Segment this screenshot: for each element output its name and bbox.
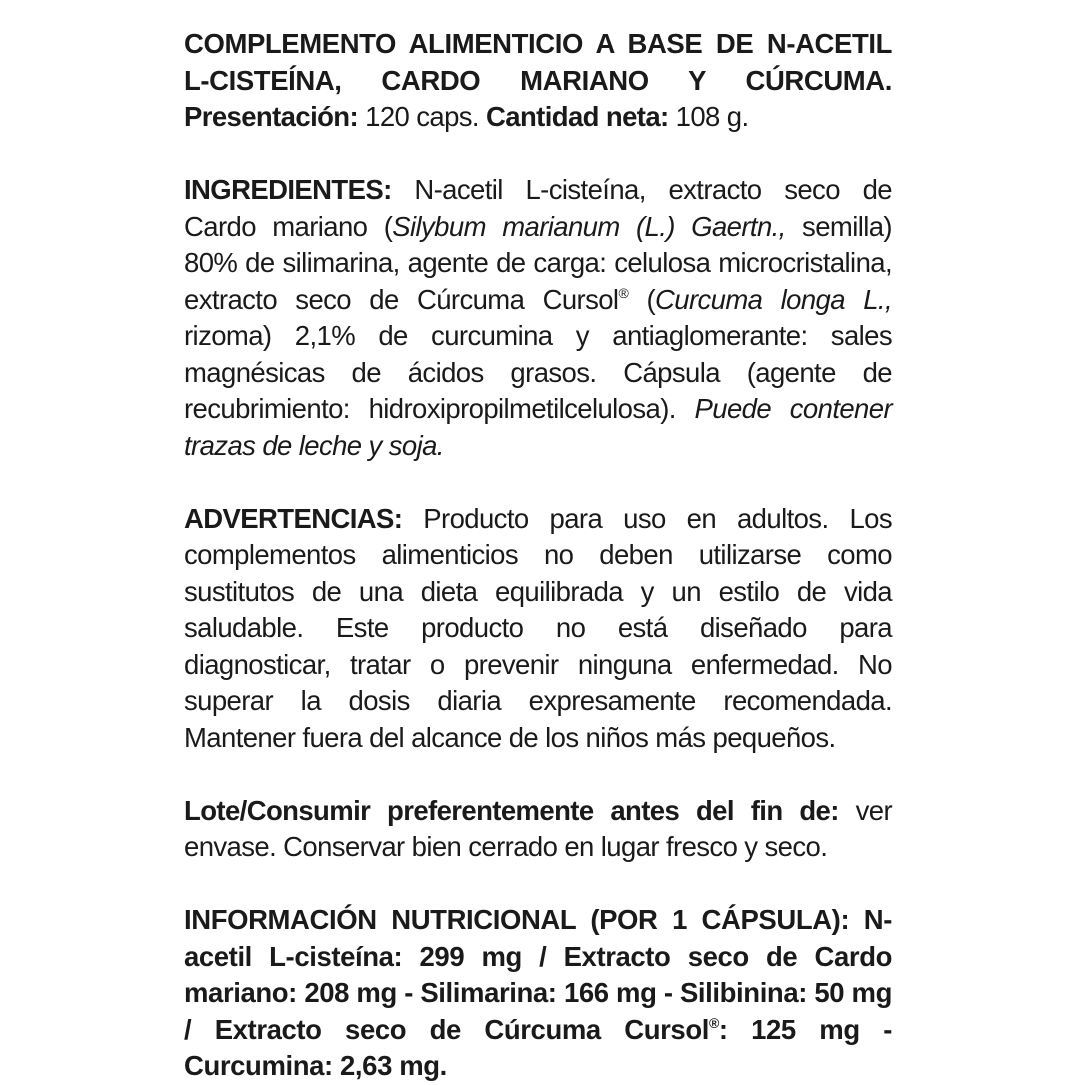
ingredients-text-4: rizoma) 2,1% de curcumina y antiaglomerante: sales magnésicas de ácidos grasos. Cápsula (agente de recubrimiento: hidroxipropilmetilcelulosa). (184, 320, 892, 424)
net-quantity-label: Cantidad neta: (486, 101, 669, 132)
ingredients-section (184, 172, 892, 464)
allergen-note: Puede contener trazas de leche y soja. (184, 393, 892, 461)
warnings-heading: ADVERTENCIAS: (184, 502, 403, 534)
product-title: COMPLEMENTO ALIMENTICIO A BASE DE N-ACETIL L-CISTEÍNA, CARDO MARIANO Y CÚRCUMA. (184, 28, 892, 96)
lot-text: ver envase. Conservar bien cerrado en lugar fresco y seco. (184, 794, 892, 862)
presentation-label: Presentación: (184, 101, 359, 132)
registered-trademark: ® (618, 284, 629, 301)
warnings-text: Producto para uso en adultos. Los complementos alimenticios no deben utilizarse como sustitutos de una dieta equilibrada y un estilo de vida saludable. Este producto no está diseñado para diagnosticar, tratar o prevenir ninguna enfermedad. No superar la dosis diaria expresamente recomendada. Mantener fuera del alcance de los niños más pequeños. (184, 502, 892, 753)
milk-thistle-latin-name: Silybum marianum (L.) Gaertn., (392, 210, 786, 242)
lot-heading: Lote/Consumir preferentemente antes del fin de: (184, 794, 839, 826)
nutrition-section (184, 902, 892, 1085)
nutrition-text-2: : 125 mg - Curcumina: 2,63 mg. (184, 1013, 892, 1081)
product-header (184, 26, 892, 136)
ingredients-text-1: N-acetil L-cisteína, extracto seco de Cardo mariano ( (184, 174, 892, 242)
ingredients-text-2: semilla) 80% de silimarina, agente de carga: celulosa microcristalina, extracto seco de Cúrcuma Cursol (184, 210, 892, 315)
product-label (184, 26, 892, 1085)
registered-trademark: ® (708, 1014, 719, 1031)
presentation-value: 120 caps. (365, 101, 479, 132)
turmeric-latin-name: Curcuma longa L., (655, 283, 892, 315)
nutrition-text-1: INFORMACIÓN NUTRICIONAL (POR 1 CÁPSULA): N-acetil L-cisteína: 299 mg / Extracto seco de Cardo mariano: 208 mg - Silimarina: 166 mg - Silibinina: 50 mg / Extracto seco de Cúrcuma Cursol (184, 904, 892, 1045)
warnings-section (184, 501, 892, 757)
ingredients-text-3: ( (628, 283, 656, 315)
ingredients-heading: INGREDIENTES: (184, 174, 392, 205)
lot-section (184, 793, 892, 866)
net-quantity-value: 108 g. (675, 101, 749, 132)
